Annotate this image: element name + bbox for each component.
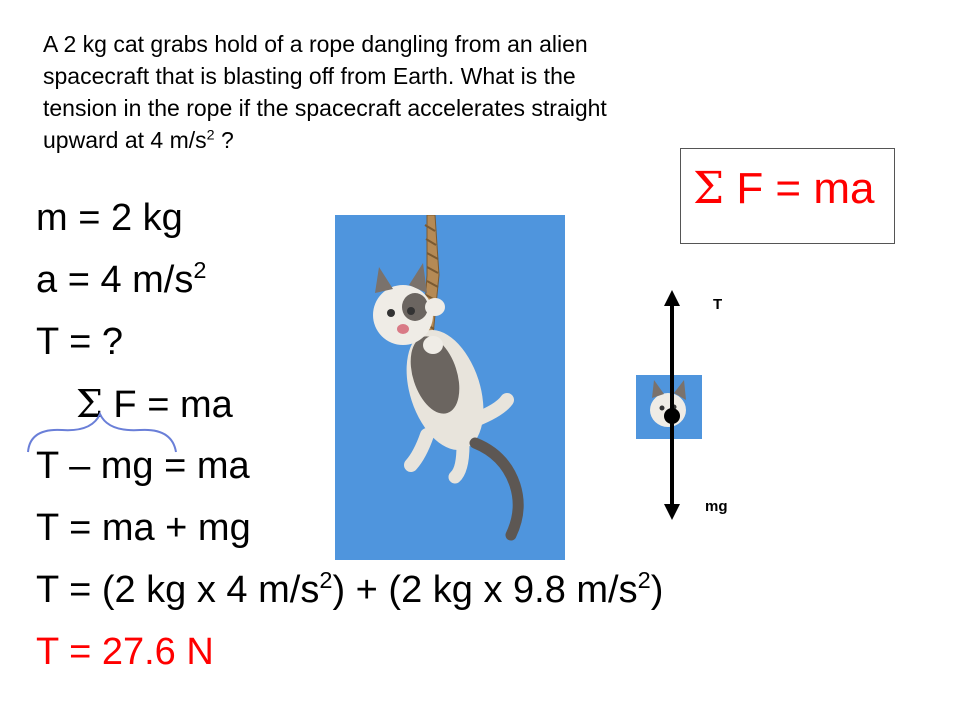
tension-label: T xyxy=(713,296,723,313)
problem-statement xyxy=(43,28,843,156)
fbd-drawing xyxy=(630,280,760,530)
step-net-force: T – mg = ma xyxy=(36,445,250,487)
newton-law-text: F = ma xyxy=(102,384,233,426)
problem-line-4-end: ? xyxy=(214,127,234,153)
acceleration-exponent: 2 xyxy=(193,256,207,283)
newton-second-law xyxy=(76,382,233,427)
formula-text: F = ma xyxy=(724,164,875,213)
free-body-diagram xyxy=(630,280,760,530)
weight-label: mg xyxy=(705,498,728,515)
substitution-part-3: ) xyxy=(650,569,664,611)
mass-given: m = 2 kg xyxy=(36,197,183,239)
problem-line-4-text: upward at 4 m/s xyxy=(43,127,207,153)
substitution-part-1: T = (2 kg x 4 m/s xyxy=(36,569,320,611)
cat-on-rope-photo xyxy=(335,215,565,560)
problem-exponent: 2 xyxy=(206,127,215,144)
final-answer: T = 27.6 N xyxy=(36,631,214,673)
substitution-part-2: ) + (2 kg x 9.8 m/s xyxy=(332,569,638,611)
sigma-symbol-2: Σ xyxy=(76,382,103,426)
substitution-exponent-2: 2 xyxy=(637,566,651,593)
formula-box xyxy=(680,148,895,244)
step-solve-tension: T = ma + mg xyxy=(36,507,251,549)
tension-unknown: T = ? xyxy=(36,321,123,363)
substitution-exponent-1: 2 xyxy=(319,566,333,593)
problem-line-3: tension in the rope if the spacecraft accelerates straight xyxy=(43,95,607,121)
step-substitution xyxy=(36,568,663,612)
problem-line-2: spacecraft that is blasting off from Earth. What is the xyxy=(43,63,576,89)
problem-line-1: A 2 kg cat grabs hold of a rope dangling from an alien xyxy=(43,31,588,57)
acceleration-text: a = 4 m/s xyxy=(36,259,194,301)
sigma-symbol: Σ xyxy=(693,163,725,214)
acceleration-given xyxy=(36,258,206,302)
